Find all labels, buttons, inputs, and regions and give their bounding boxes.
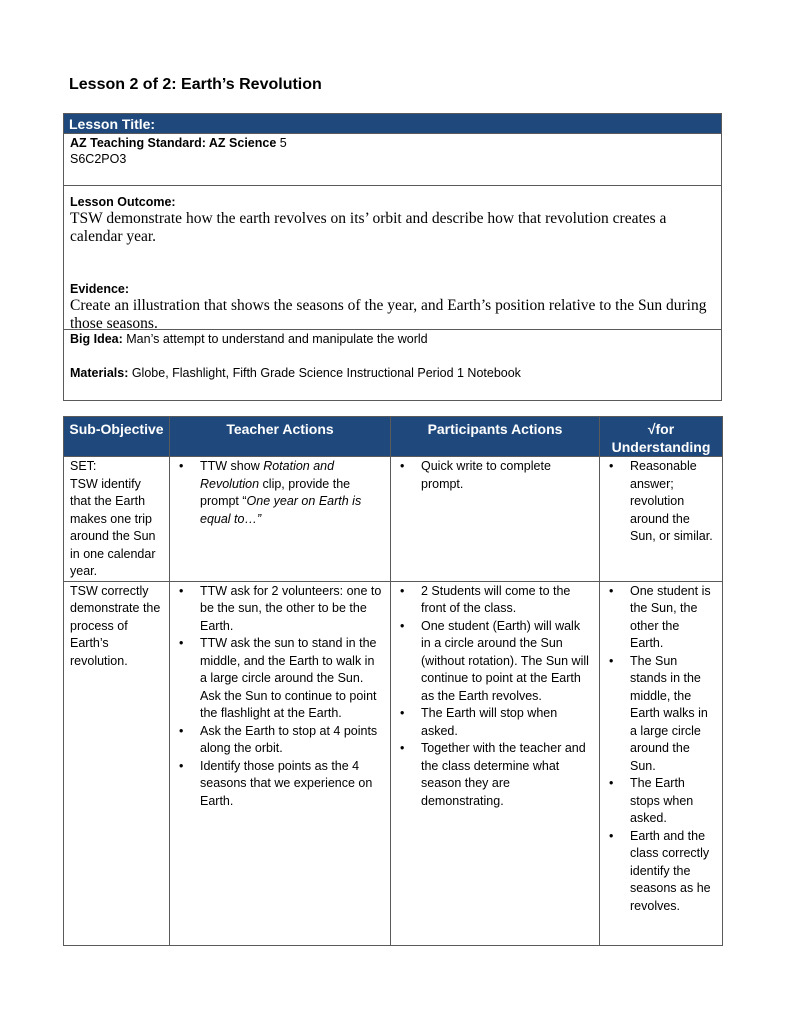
teacher-actions-cell: [170, 581, 391, 946]
list-item: [176, 458, 384, 528]
materials-text: Globe, Flashlight, Fifth Grade Science Instructional Period 1 Notebook: [128, 366, 521, 380]
header-participants-actions: Participants Actions: [391, 417, 600, 457]
evidence-text: Create an illustration that shows the seasons of the year, and Earth’s position relative to the Sun during those seasons.: [70, 297, 707, 332]
sub-objective-text: TSW correctly demonstrate the process of Earth’s revolution.: [70, 583, 161, 668]
list-item: • Earth and the class correctly identify the seasons as he revolves.: [606, 828, 716, 916]
table-row: [64, 581, 723, 946]
list-item: • The Earth will stop when asked.: [397, 705, 593, 740]
list-item: • Together with the teacher and the class determine what season they are demonstrating.: [397, 740, 593, 810]
sub-objective-text: SET: TSW identify that the Earth makes one trip around the Sun in one calendar year.: [70, 459, 156, 578]
teaching-standard-cell: [64, 134, 721, 186]
big-idea-materials-cell: [64, 330, 721, 400]
outcome-label: Lesson Outcome:: [70, 195, 176, 209]
prompt-text: One year on Earth is equal to…”: [200, 494, 362, 526]
list-item: • TTW ask the sun to stand in the middle, and the Earth to walk in a large circle around the Sun. Ask the Sun to continue to point the flashlight at the Earth.: [176, 635, 384, 723]
standard-value: 5: [276, 136, 287, 150]
header-teacher-actions: Teacher Actions: [170, 417, 391, 457]
header-check-understanding: √for Understanding: [600, 417, 723, 457]
table-row: [64, 457, 723, 582]
sub-objective-cell: [64, 581, 170, 946]
big-idea-label: Big Idea:: [70, 332, 123, 346]
clip-title: Rotation and Revolution: [200, 459, 335, 491]
teacher-text: clip, provide the prompt “: [200, 476, 351, 508]
document-title: Lesson 2 of 2: Earth’s Revolution: [69, 76, 322, 93]
list-item: • Reasonable answer; revolution around the Sun, or similar.: [606, 458, 716, 546]
sub-objective-cell: [64, 457, 170, 582]
list-item: • 2 Students will come to the front of the class.: [397, 583, 593, 618]
outcome-evidence-cell: [64, 186, 721, 330]
list-item: • One student is the Sun, the other the Earth.: [606, 583, 716, 653]
lesson-info-table: [63, 113, 722, 401]
evidence-label: Evidence:: [70, 282, 130, 296]
teacher-text: TTW show: [200, 459, 264, 473]
standard-label: AZ Teaching Standard: AZ Science: [70, 136, 277, 150]
participants-actions-cell: [391, 581, 600, 946]
list-item: • The Earth stops when asked.: [606, 775, 716, 828]
participants-actions-cell: [391, 457, 600, 582]
list-item: • Quick write to complete prompt.: [397, 458, 593, 493]
lesson-title-header: Lesson Title:: [64, 114, 721, 134]
big-idea-text: Man’s attempt to understand and manipulate the world: [122, 332, 428, 346]
teacher-actions-cell: [170, 457, 391, 582]
outcome-text: TSW demonstrate how the earth revolves on its’ orbit and describe how that revolution creates a calendar year.: [70, 210, 667, 245]
check-understanding-cell: [600, 457, 723, 582]
list-item: • Ask the Earth to stop at 4 points along the orbit.: [176, 723, 384, 758]
check-understanding-cell: [600, 581, 723, 946]
table-header-row: [64, 417, 723, 457]
header-sub-objective: Sub-Objective: [64, 417, 170, 457]
list-item: • Identify those points as the 4 seasons that we experience on Earth.: [176, 758, 384, 811]
list-item: • The Sun stands in the middle, the Earth walks in a large circle around the Sun.: [606, 653, 716, 776]
list-item: • One student (Earth) will walk in a circle around the Sun (without rotation). The Sun will continue to point at the Earth as the Earth revolves.: [397, 618, 593, 706]
materials-label: Materials:: [70, 366, 129, 380]
lesson-plan-table: [63, 416, 723, 946]
list-item: • TTW ask for 2 volunteers: one to be the sun, the other to be the Earth.: [176, 583, 384, 636]
standard-code: S6C2PO3: [70, 152, 127, 166]
